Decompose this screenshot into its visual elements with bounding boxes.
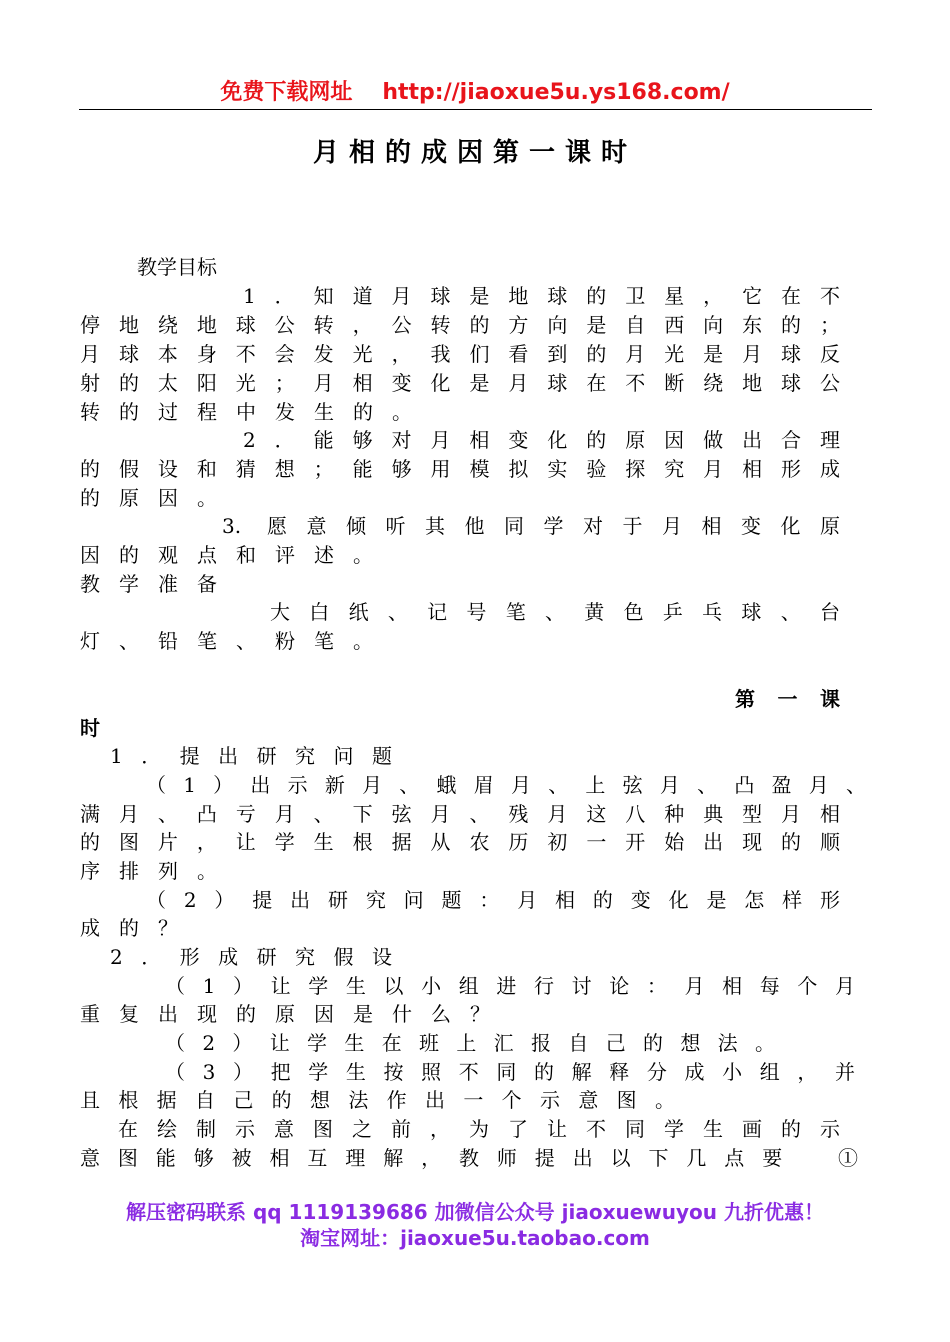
page-title: 月相的成因第一课时 — [312, 138, 637, 168]
body-line: 在绘制示意图之前，为了让不同学生画的示 — [118, 1117, 840, 1141]
body-line: 转的过程中发生的。 — [80, 400, 431, 424]
section-heading-prep: 教学准备 — [80, 572, 236, 596]
body-line: 序排列。 — [80, 859, 236, 883]
download-site-url[interactable]: http://jiaoxue5u.ys168.com/ — [382, 80, 730, 105]
body-line: 灯、铅笔、粉笔。 — [80, 629, 392, 653]
body-line: （3）把学生按照不同的解释分成小组，并 — [165, 1060, 855, 1084]
footer-password-line: 解压密码联系 qq 1119139686 加微信公众号 jiaoxuewuyou 九折优惠！ — [126, 1200, 824, 1224]
body-line: 大白纸、记号笔、黄色乒乓球、台 — [270, 600, 840, 624]
body-line: 满月、凸亏月、下弦月、残月这八种典型月相 — [80, 802, 840, 826]
body-line: （1）出示新月、蛾眉月、上弦月、凸盈月、 — [146, 773, 866, 797]
body-line: 的假设和猜想；能够用模拟实验探究月相形成 — [80, 457, 840, 481]
download-header — [0, 78, 950, 108]
section-heading-goals: 教学目标 — [137, 255, 217, 279]
body-line: 意图能够被相互理解，教师提出以下几点要 ① — [80, 1146, 858, 1170]
step-heading: 2．形成研究假设 — [110, 945, 392, 969]
body-line: 月球本身不会发光，我们看到的月光是月球反 — [80, 342, 840, 366]
body-line: 且根据自己的想法作出一个示意图。 — [80, 1088, 675, 1112]
lesson-heading-cont: 时 — [80, 716, 100, 740]
body-line: 2．能够对月相变化的原因做出合理 — [243, 428, 840, 452]
step-heading: 1．提出研究问题 — [110, 744, 392, 768]
body-line: （2）让学生在班上汇报自己的想法。 — [165, 1031, 775, 1055]
body-line: 射的太阳光；月相变化是月球在不断绕地球公 — [80, 371, 840, 395]
body-line: 3. 愿意倾听其他同学对于月相变化原 — [222, 514, 840, 538]
body-line: 重复出现的原因是什么？ — [80, 1002, 490, 1026]
body-line: 的图片，让学生根据从农历初一开始出现的顺 — [80, 830, 840, 854]
body-line: （2）提出研究问题：月相的变化是怎样形 — [146, 888, 840, 912]
body-line: 因的观点和评述。 — [80, 543, 392, 567]
body-line: 停地绕地球公转，公转的方向是自西向东的； — [80, 313, 840, 337]
body-line: 成的？ — [80, 916, 197, 940]
header-rule — [79, 109, 872, 110]
download-site-label: 免费下载网址 — [220, 80, 353, 105]
body-line: 的原因。 — [80, 486, 236, 510]
body-line: 1．知道月球是地球的卫星，它在不 — [243, 284, 840, 308]
lesson-heading: 第一课 — [735, 687, 840, 711]
body-line: （1）让学生以小组进行讨论：月相每个月 — [165, 974, 855, 998]
footer-shop-link[interactable]: 淘宝网址：jiaoxue5u.taobao.com — [300, 1226, 650, 1250]
